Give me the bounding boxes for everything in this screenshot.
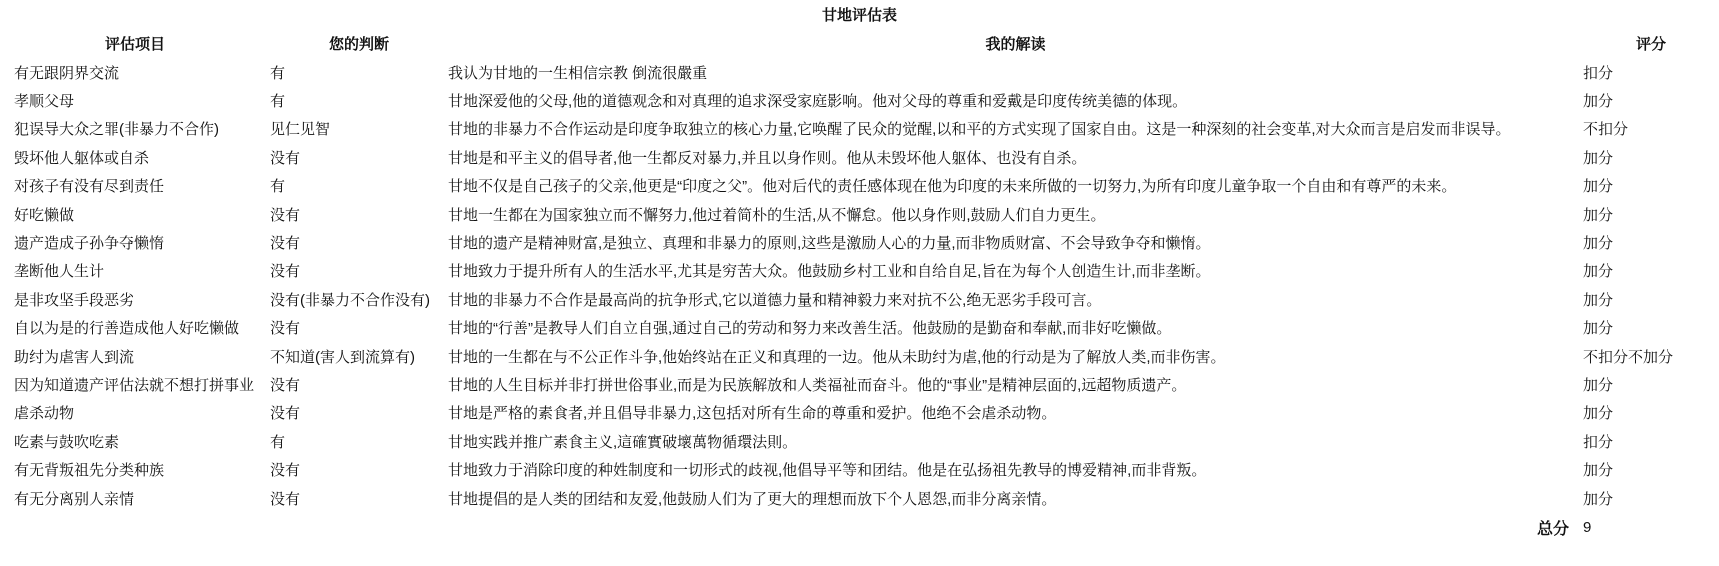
interpretation-cell: 甘地不仅是自己孩子的父亲,他更是“印度之父”。他对后代的责任感体现在他为印度的未来所做的一切努力,为所有印度儿童争取一个自由和有尊严的未来。 xyxy=(448,178,1457,196)
interpretation-cell: 甘地提倡的是人类的团结和友爱,他鼓励人们为了更大的理想而放下个人恩怨,而非分离亲情。 xyxy=(448,490,1057,508)
table-row xyxy=(0,484,1719,512)
item-cell: 助纣为虐害人到流 xyxy=(14,348,135,366)
item-cell: 毁坏他人躯体或自杀 xyxy=(14,149,150,167)
score-cell: 加分 xyxy=(1583,291,1614,309)
table-row xyxy=(0,228,1719,256)
total-label: 总分 xyxy=(1536,520,1569,538)
score-cell: 加分 xyxy=(1583,206,1614,224)
judgment-cell: 没有 xyxy=(270,462,301,480)
table-row xyxy=(0,115,1719,143)
empty-cell xyxy=(0,512,270,542)
score-cell: 加分 xyxy=(1583,490,1614,508)
total-value: 9 xyxy=(1583,518,1592,536)
score-cell: 加分 xyxy=(1583,376,1614,394)
item-cell: 遗产造成子孙争夺懒惰 xyxy=(14,235,165,253)
interpretation-cell: 甘地的人生目标并非打拼世俗事业,而是为民族解放和人类福祉而奋斗。他的“事业”是精神层面的,远超物质遗产。 xyxy=(448,376,1187,394)
judgment-cell: 有 xyxy=(270,64,286,82)
interpretation-cell: 甘地实践并推广素食主义,這確實破壞萬物循環法則。 xyxy=(448,433,798,451)
column-header-score: 评分 xyxy=(1635,35,1666,53)
judgment-cell: 没有 xyxy=(270,376,301,394)
item-cell: 孝顺父母 xyxy=(14,93,75,111)
item-cell: 对孩子有没有尽到责任 xyxy=(14,178,165,196)
column-header-interpretation: 我的解读 xyxy=(985,35,1046,53)
score-cell: 加分 xyxy=(1583,405,1614,423)
score-cell: 加分 xyxy=(1583,235,1614,253)
item-cell: 吃素与鼓吹吃素 xyxy=(14,433,120,451)
judgment-cell: 见仁见智 xyxy=(270,121,331,139)
score-cell: 不扣分不加分 xyxy=(1583,348,1674,366)
table-row xyxy=(0,285,1719,313)
score-cell: 加分 xyxy=(1583,149,1614,167)
table-row xyxy=(0,314,1719,342)
interpretation-cell: 甘地的一生都在与不公正作斗争,他始终站在正义和真理的一边。他从未助纣为虐,他的行动是为了解放人类,而非伤害。 xyxy=(448,348,1226,366)
item-cell: 因为知道遗产评估法就不想打拼事业 xyxy=(14,376,255,394)
judgment-cell: 不知道(害人到流算有) xyxy=(270,348,415,366)
judgment-cell: 有 xyxy=(270,93,286,111)
judgment-cell: 没有 xyxy=(270,235,301,253)
interpretation-cell: 甘地的遗产是精神财富,是独立、真理和非暴力的原则,这些是激励人心的力量,而非物质财富、不会导致争夺和懒惰。 xyxy=(448,235,1211,253)
table-row xyxy=(0,342,1719,370)
item-cell: 虐杀动物 xyxy=(14,405,75,423)
column-header-item: 评估项目 xyxy=(104,35,165,53)
interpretation-cell: 甘地的“行善”是教导人们自立自强,通过自己的劳动和努力来改善生活。他鼓励的是勤奋和奉献,而非好吃懒做。 xyxy=(448,320,1172,338)
table-row xyxy=(0,143,1719,171)
score-cell: 扣分 xyxy=(1583,433,1614,451)
interpretation-cell: 甘地是严格的素食者,并且倡导非暴力,这包括对所有生命的尊重和爱护。他绝不会虐杀动物。 xyxy=(448,405,1057,423)
table-row xyxy=(0,370,1719,398)
interpretation-cell: 甘地的非暴力不合作运动是印度争取独立的核心力量,它唤醒了民众的觉醒,以和平的方式实现了国家自由。这是一种深刻的社会变革,对大众而言是启发而非误导。 xyxy=(448,121,1511,139)
column-header-judgment: 您的判断 xyxy=(328,35,389,53)
item-cell: 是非攻坚手段恶劣 xyxy=(14,291,135,309)
score-cell: 加分 xyxy=(1583,93,1614,111)
item-cell: 自以为是的行善造成他人好吃懒做 xyxy=(14,320,240,338)
item-cell: 犯误导大众之罪(非暴力不合作) xyxy=(14,121,219,139)
judgment-cell: 没有(非暴力不合作没有) xyxy=(270,291,430,309)
interpretation-cell: 甘地是和平主义的倡导者,他一生都反对暴力,并且以身作则。他从未毁坏他人躯体、也没有自杀。 xyxy=(448,149,1087,167)
judgment-cell: 没有 xyxy=(270,490,301,508)
judgment-cell: 没有 xyxy=(270,320,301,338)
judgment-cell: 没有 xyxy=(270,405,301,423)
score-cell: 加分 xyxy=(1583,263,1614,281)
table-row xyxy=(0,86,1719,114)
table-row xyxy=(0,399,1719,427)
score-cell: 加分 xyxy=(1583,462,1614,480)
table-row xyxy=(0,427,1719,455)
judgment-cell: 没有 xyxy=(270,263,301,281)
page-title: 甘地评估表 xyxy=(821,7,897,24)
interpretation-cell: 甘地致力于提升所有人的生活水平,尤其是穷苦大众。他鼓励乡村工业和自给自足,旨在为每个人创造生计,而非垄断。 xyxy=(448,263,1211,281)
judgment-cell: 没有 xyxy=(270,206,301,224)
item-cell: 垄断他人生计 xyxy=(14,263,105,281)
item-cell: 好吃懒做 xyxy=(14,206,75,224)
table-row xyxy=(0,172,1719,200)
evaluation-table xyxy=(0,28,1719,542)
table-row xyxy=(0,257,1719,285)
interpretation-cell: 甘地致力于消除印度的种姓制度和一切形式的歧视,他倡导平等和团结。他是在弘扬祖先教导的博爱精神,而非背叛。 xyxy=(448,462,1207,480)
interpretation-cell: 甘地深爱他的父母,他的道德观念和对真理的追求深受家庭影响。他对父母的尊重和爱戴是印度传统美德的体现。 xyxy=(448,93,1188,111)
judgment-cell: 有 xyxy=(270,433,286,451)
interpretation-cell: 甘地一生都在为国家独立而不懈努力,他过着简朴的生活,从不懈怠。他以身作则,鼓励人们自力更生。 xyxy=(448,206,1106,224)
interpretation-cell: 我认为甘地的一生相信宗教 倒流很嚴重 xyxy=(448,64,708,82)
header-row xyxy=(0,28,1719,58)
interpretation-cell: 甘地的非暴力不合作是最高尚的抗争形式,它以道德力量和精神毅力来对抗不公,绝无恶劣手段可言。 xyxy=(448,291,1102,309)
table-row xyxy=(0,455,1719,483)
table-row xyxy=(0,58,1719,86)
score-cell: 扣分 xyxy=(1583,64,1614,82)
score-cell: 不扣分 xyxy=(1583,121,1629,139)
judgment-cell: 有 xyxy=(270,178,286,196)
table-row xyxy=(0,200,1719,228)
score-cell: 加分 xyxy=(1583,320,1614,338)
total-row xyxy=(0,512,1719,542)
empty-cell xyxy=(270,512,448,542)
item-cell: 有无背叛祖先分类种族 xyxy=(14,462,165,480)
item-cell: 有无跟阴界交流 xyxy=(14,64,120,82)
score-cell: 加分 xyxy=(1583,178,1614,196)
judgment-cell: 没有 xyxy=(270,149,301,167)
item-cell: 有无分离别人亲情 xyxy=(14,490,135,508)
